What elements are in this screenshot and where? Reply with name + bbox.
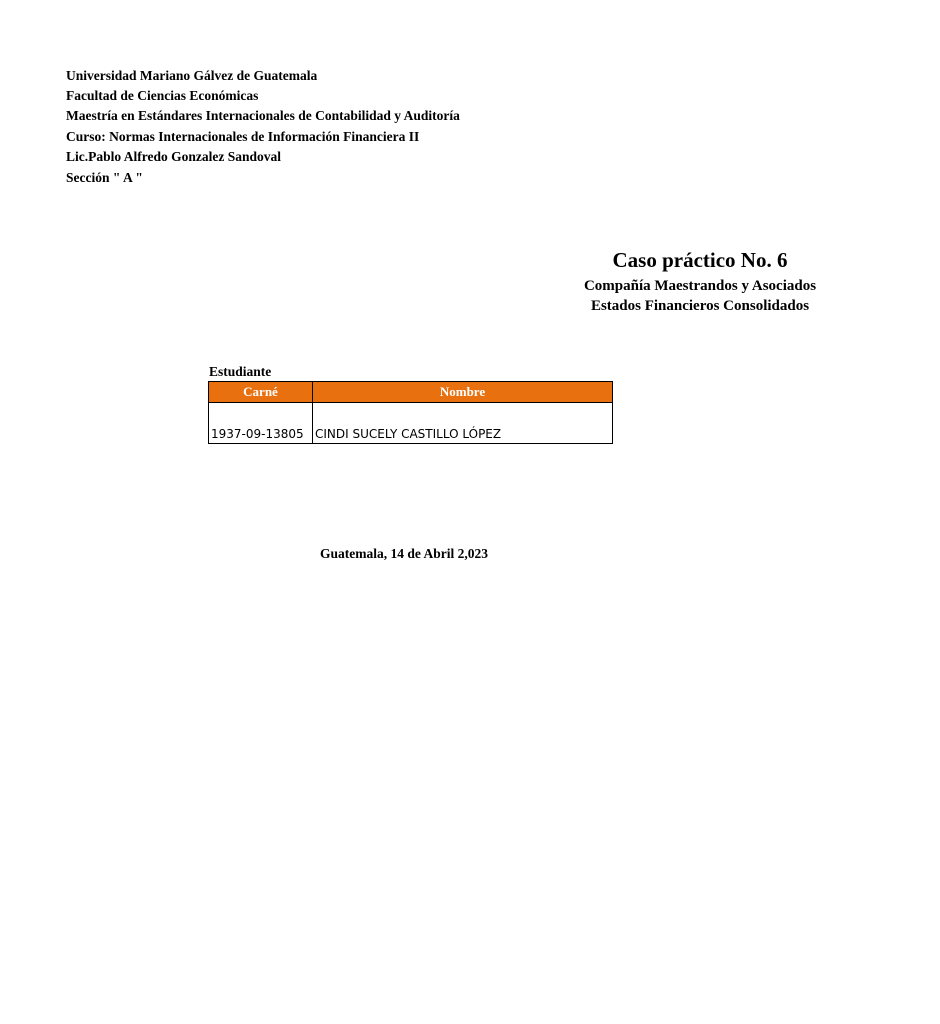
column-header-carne: Carné xyxy=(209,382,313,403)
column-header-nombre: Nombre xyxy=(313,382,613,403)
university-name: Universidad Mariano Gálvez de Guatemala xyxy=(66,68,318,83)
title-area xyxy=(0,244,817,324)
course-name: Curso: Normas Internacionales de Información Financiera II xyxy=(66,128,420,144)
faculty-name: Facultad de Ciencias Económicas xyxy=(66,88,259,104)
company-name: Compañía Maestrandos y Asociados xyxy=(583,278,817,294)
nombre-cell: CINDI SUCELY CASTILLO LÓPEZ xyxy=(313,403,613,444)
student-table xyxy=(208,381,613,444)
case-title: Caso práctico No. 6 xyxy=(612,248,788,272)
date-location: Guatemala, 14 de Abril 2,023 xyxy=(320,546,488,561)
program-name: Maestría en Estándares Internacionales de Contabilidad y Auditoría xyxy=(66,108,460,124)
professor-name: Lic.Pablo Alfredo Gonzalez Sandoval xyxy=(66,148,282,164)
institution-header xyxy=(66,66,460,188)
table-row xyxy=(209,403,613,444)
table-header-row xyxy=(209,382,613,403)
statements-subtitle: Estados Financieros Consolidados xyxy=(590,298,810,314)
carne-cell: 1937-09-13805 xyxy=(209,403,313,444)
student-section-label: Estudiante xyxy=(209,364,272,379)
title-block xyxy=(460,244,940,316)
section-label: Sección " A " xyxy=(66,169,143,185)
